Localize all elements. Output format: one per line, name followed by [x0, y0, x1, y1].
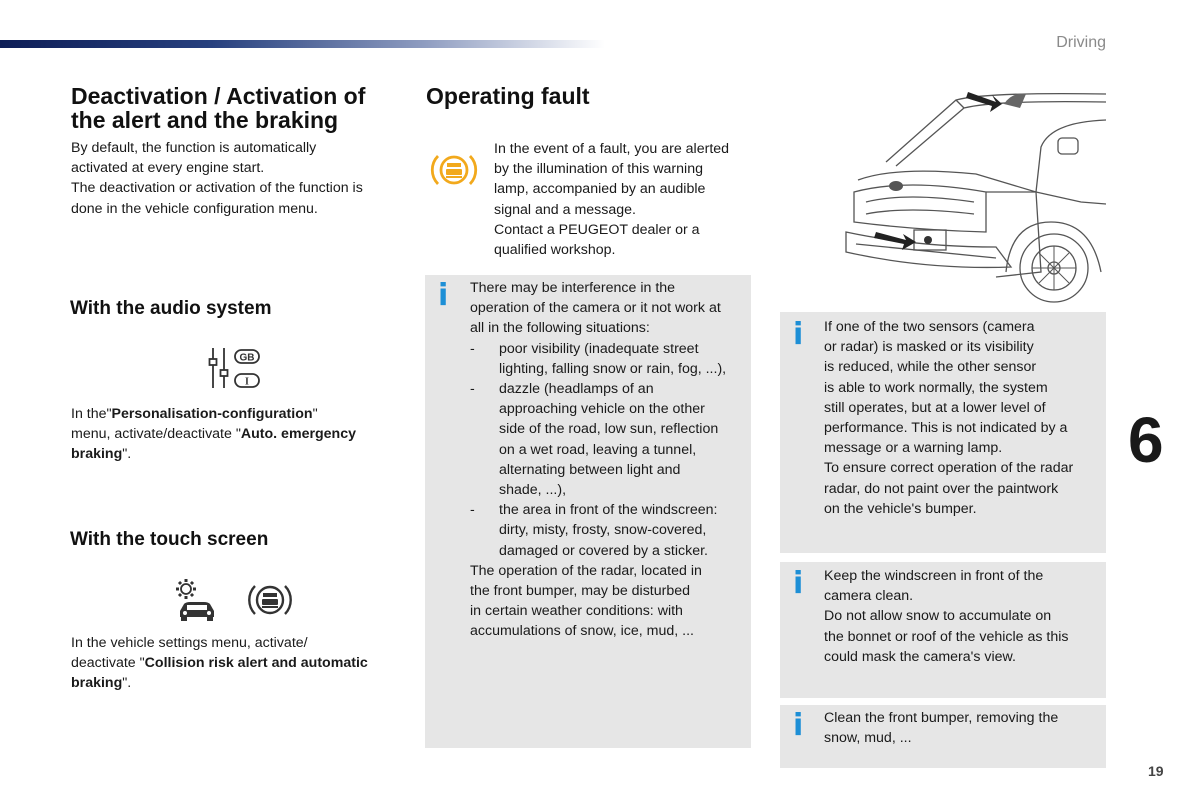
text-line: alternating between light and [499, 461, 681, 478]
text-run: deactivate " [71, 655, 145, 672]
text-line: the front bumper, may be disturbed [470, 583, 691, 600]
text-line: or radar) is masked or its visibility [824, 339, 1034, 356]
text-line: The operation of the radar, located in [470, 562, 702, 579]
list-item [470, 379, 750, 500]
collision-alert-icon [246, 578, 294, 622]
text-line: Clean the front bumper, removing the [824, 710, 1059, 726]
text-run: ". [122, 446, 132, 463]
text-line: in certain weather conditions: with [470, 603, 683, 620]
text-line: is reduced, while the other sensor [824, 359, 1037, 376]
interference-note [425, 275, 751, 748]
text-line: by the illumination of this warning [494, 161, 703, 178]
sensor-note [780, 312, 1106, 553]
bullet-dash: - [470, 381, 475, 398]
option-name: Auto. emergency [240, 426, 356, 443]
text-line: all in the following situations: [470, 320, 650, 337]
text-run: ". [122, 675, 132, 692]
text-line: The deactivation or activation of the function is [71, 180, 363, 197]
text-line: the area in front of the windscreen: [499, 502, 718, 519]
text-line: activated at every engine start. [71, 160, 265, 177]
menu-name: Personalisation-configuration [111, 406, 313, 422]
vehicle-settings-icon [172, 577, 220, 623]
fault-paragraph [494, 139, 729, 260]
text-line: on a wet road, leaving a tunnel, [499, 441, 697, 458]
text-line: damaged or covered by a sticker. [499, 542, 708, 559]
text-line: still operates, but at a lower level of [824, 399, 1046, 416]
intro-paragraph [71, 138, 363, 219]
option-name: braking [71, 675, 123, 692]
text-line: camera clean. [824, 588, 914, 605]
heading-line: the alert and the braking [71, 107, 339, 133]
note-text [824, 708, 1104, 748]
text-line: qualified workshop. [494, 242, 616, 259]
text-line [71, 404, 356, 424]
vehicle-illustration [836, 82, 1106, 304]
text-line: signal and a message. [494, 201, 636, 218]
option-name: Collision risk alert and automatic [144, 655, 368, 672]
text-line: Do not allow snow to accumulate on [824, 608, 1052, 625]
warning-lamp-icon [428, 148, 480, 192]
bumper-note [780, 705, 1106, 768]
section-title: Driving [1056, 34, 1106, 51]
language-label-gb: GB [239, 352, 255, 364]
text-line: performance. This is not indicated by a [824, 420, 1068, 437]
text-line: To ensure correct operation of the radar [824, 460, 1074, 477]
text-line: is able to work normally, the system [824, 379, 1048, 396]
windscreen-note [780, 562, 1106, 698]
language-label-i: I [245, 376, 249, 388]
text-line: message or a warning lamp. [824, 440, 1003, 457]
text-line [71, 424, 356, 444]
text-line [71, 444, 356, 464]
bullet-dash: - [470, 502, 475, 519]
heading-line: Deactivation / Activation of [71, 83, 366, 109]
note-text [824, 317, 1104, 519]
text-line: If one of the two sensors (camera [824, 319, 1035, 335]
audio-instruction [71, 404, 356, 465]
text-line [71, 673, 368, 693]
text-line: radar, do not paint over the paintwork [824, 480, 1059, 497]
info-icon: i [793, 708, 804, 743]
chapter-number: 6 [1128, 404, 1164, 476]
section-heading-deactivation [71, 84, 365, 132]
text-line: on the vehicle's bumper. [824, 500, 977, 517]
touch-screen-heading: With the touch screen [70, 529, 269, 550]
text-line: done in the vehicle configuration menu. [71, 200, 318, 217]
bullet-dash: - [470, 340, 475, 357]
text-line: the bonnet or roof of the vehicle as this [824, 628, 1069, 645]
text-line: Contact a PEUGEOT dealer or a [494, 221, 700, 238]
text-line: dirty, misty, frosty, snow-covered, [499, 522, 707, 539]
page-number: 19 [1148, 763, 1164, 779]
text-line: side of the road, low sun, reflection [499, 421, 719, 438]
text-line: could mask the camera's view. [824, 648, 1016, 665]
text-line: approaching vehicle on the other [499, 401, 705, 418]
text-run: " [312, 406, 318, 422]
info-icon: i [793, 317, 804, 352]
audio-system-heading: With the audio system [70, 298, 272, 319]
text-line: lighting, falling snow or rain, fog, ...), [499, 360, 727, 377]
note-text [470, 278, 750, 642]
text-run: In the" [71, 406, 112, 422]
text-run: menu, activate/deactivate " [71, 426, 241, 443]
header-bar [0, 40, 605, 48]
text-line: In the vehicle settings menu, activate/ [71, 635, 308, 651]
text-line: shade, ...), [499, 482, 567, 499]
option-name: braking [71, 446, 123, 463]
text-line: snow, mud, ... [824, 730, 912, 747]
text-line: There may be interference in the [470, 280, 676, 296]
text-line [71, 653, 368, 673]
text-line: operation of the camera or it not work at [470, 300, 721, 317]
list-item [470, 339, 750, 379]
text-line: Keep the windscreen in front of the [824, 568, 1044, 584]
text-line: In the event of a fault, you are alerted [494, 141, 730, 157]
text-line: dazzle (headlamps of an [499, 381, 654, 398]
list-item [470, 500, 750, 561]
touch-instruction [71, 633, 368, 694]
operating-fault-heading: Operating fault [426, 83, 590, 109]
note-text [824, 566, 1104, 667]
text-line: poor visibility (inadequate street [499, 340, 699, 357]
text-line: accumulations of snow, ice, mud, ... [470, 623, 694, 640]
text-line: lamp, accompanied by an audible [494, 181, 706, 198]
info-icon: i [438, 278, 449, 313]
info-icon: i [793, 566, 804, 601]
text-line: By default, the function is automatically [71, 140, 317, 156]
audio-settings-icon [207, 346, 263, 392]
